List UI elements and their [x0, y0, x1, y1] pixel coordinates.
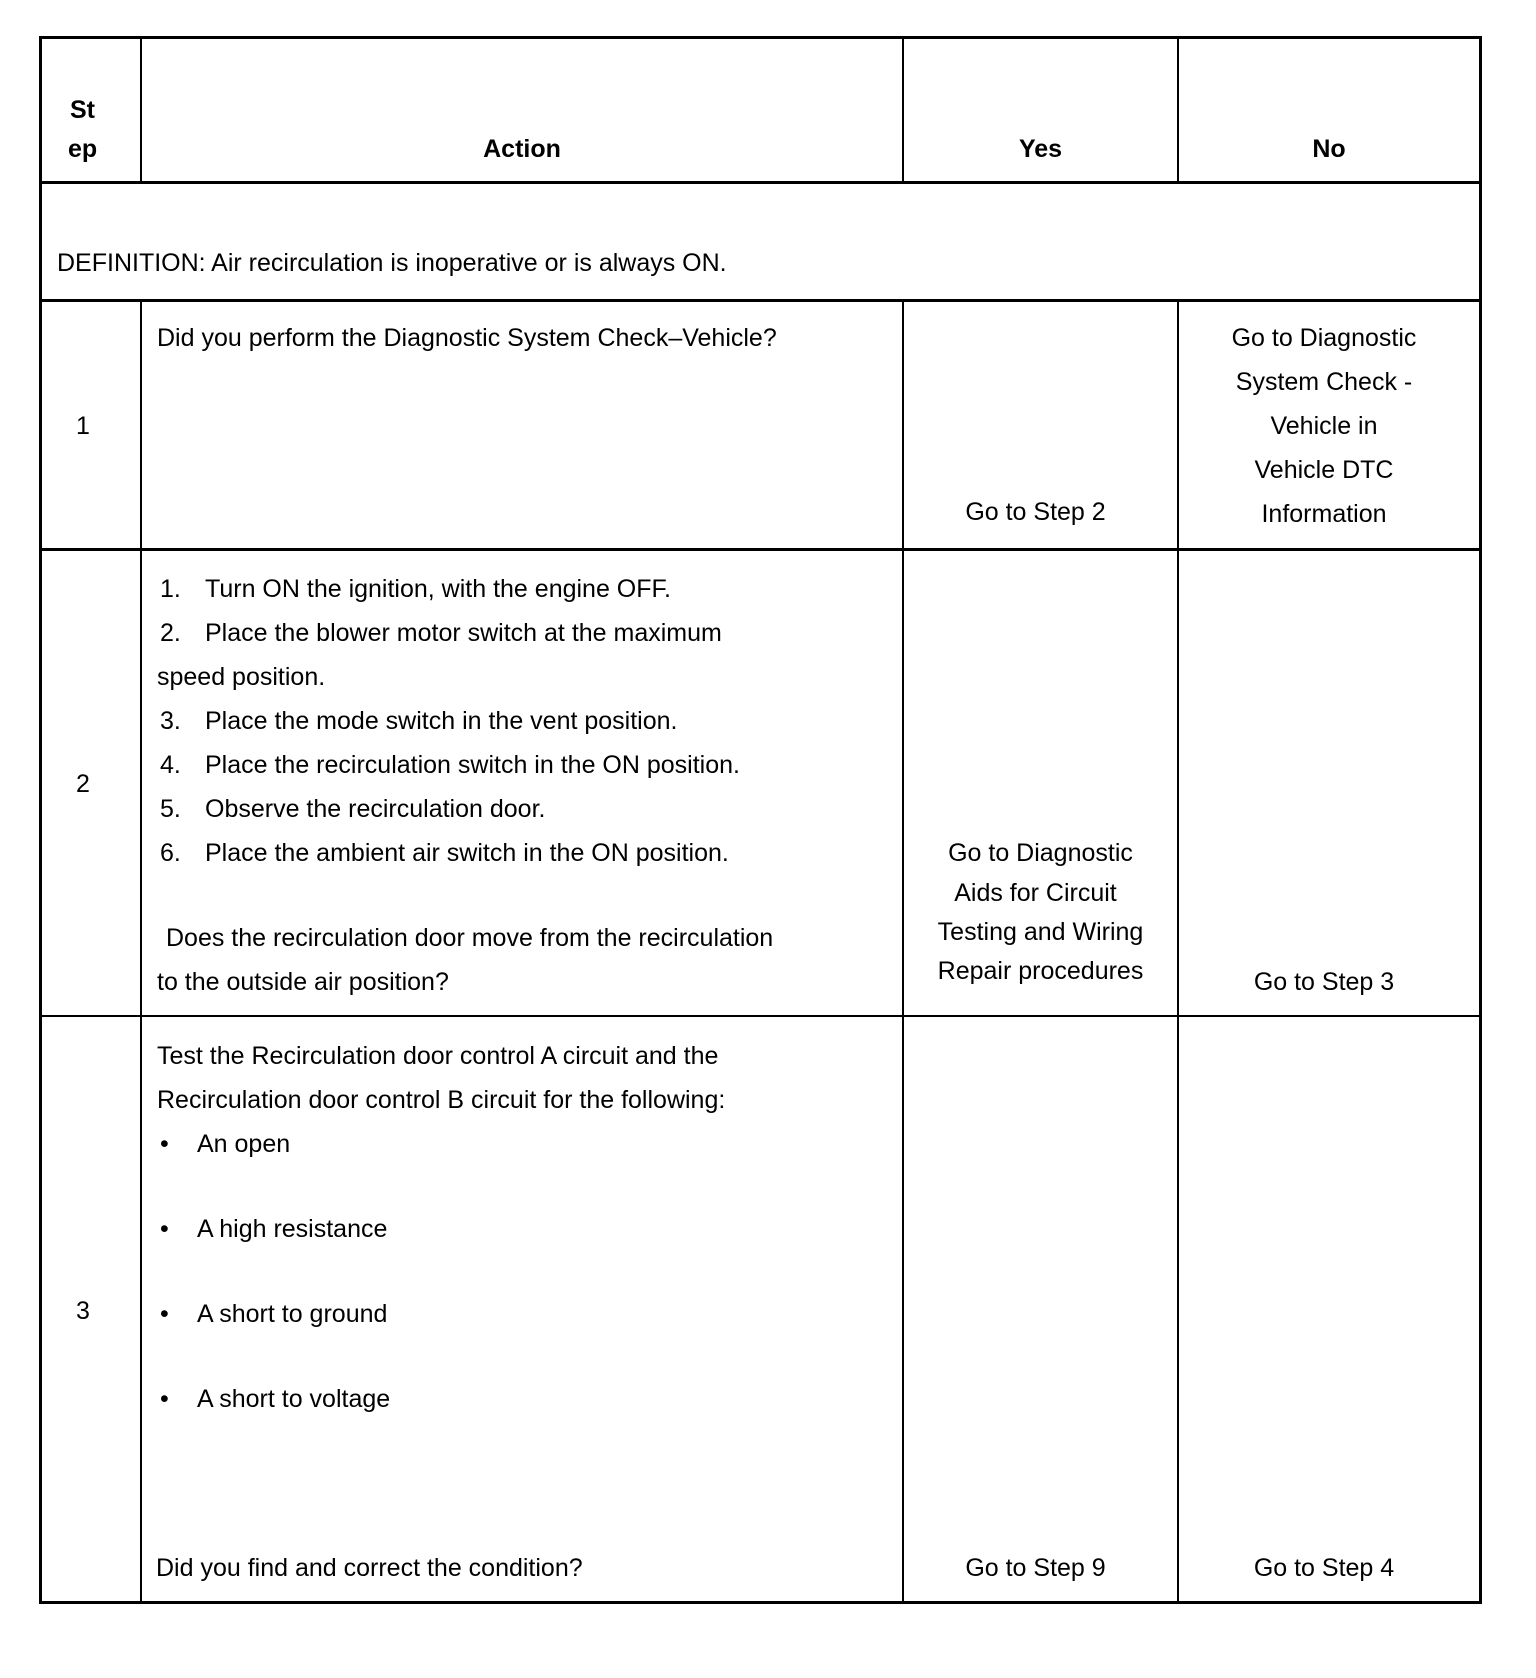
- row3-bullet3: A short to ground: [197, 1300, 388, 1328]
- row2-question-line2: to the outside air position?: [157, 968, 449, 996]
- row1-no-line3: Vehicle in: [1270, 412, 1378, 440]
- row2-item2-text: Place the blower motor switch at the maximum: [205, 619, 722, 647]
- header-no: No: [1312, 135, 1346, 163]
- row3-no: Go to Step 4: [1253, 1554, 1395, 1582]
- header-divider: [39, 181, 1482, 184]
- bullet-dot: •: [160, 1215, 169, 1243]
- row2-item2-continuation: speed position.: [157, 663, 326, 691]
- table-border-bottom: [39, 1601, 1482, 1604]
- row3-yes: Go to Step 9: [965, 1554, 1106, 1582]
- bullet-dot: •: [160, 1300, 169, 1328]
- header-step-line2: ep: [68, 135, 98, 163]
- row2-item4-number: 4.: [160, 751, 181, 779]
- row1-no-line1: Go to Diagnostic: [1231, 324, 1417, 352]
- bullet-dot: •: [160, 1385, 169, 1413]
- row2-yes-line2: Aids for Circuit: [954, 879, 1117, 907]
- row2-item3-text: Place the mode switch in the vent position.: [205, 707, 678, 735]
- row1-no-line2: System Check -: [1235, 368, 1413, 396]
- row3-step: 3: [76, 1297, 90, 1325]
- col-divider-yes: [1177, 299, 1179, 1604]
- definition-divider: [39, 299, 1482, 302]
- row2-item1-text: Turn ON the ignition, with the engine OFF.: [205, 575, 671, 603]
- table-border-left: [39, 36, 42, 1604]
- row1-action-question: Did you perform the Diagnostic System Check–Vehicle?: [157, 324, 777, 352]
- row2-step: 2: [76, 770, 90, 798]
- row1-step: 1: [76, 412, 90, 440]
- row3-intro-line2: Recirculation door control B circuit for the following:: [157, 1086, 726, 1114]
- row1-yes: Go to Step 2: [965, 498, 1106, 526]
- definition-text: DEFINITION: Air recirculation is inoperative or is always ON.: [57, 249, 727, 277]
- row2-yes-line1: Go to Diagnostic: [948, 839, 1133, 867]
- header-action: Action: [483, 135, 561, 163]
- row2-item5-text: Observe the recirculation door.: [205, 795, 546, 823]
- row3-bullet1: An open: [197, 1130, 291, 1158]
- row2-no: Go to Step 3: [1253, 968, 1395, 996]
- row2-item5-number: 5.: [160, 795, 181, 823]
- col-divider-action: [902, 299, 904, 1604]
- row2-question-line1: Does the recirculation door move from the recirculation: [166, 924, 774, 952]
- row2-item6-number: 6.: [160, 839, 181, 867]
- row2-yes-line3: Testing and Wiring: [937, 918, 1144, 946]
- row3-intro-line1: Test the Recirculation door control A circuit and the: [157, 1042, 719, 1070]
- row3-question: Did you find and correct the condition?: [156, 1554, 583, 1582]
- row2-item2-number: 2.: [160, 619, 181, 647]
- row2-yes-line4: Repair procedures: [937, 957, 1144, 985]
- col-divider-step: [140, 299, 142, 1604]
- row2-divider: [39, 1015, 1482, 1017]
- row1-no-line4: Vehicle DTC: [1254, 456, 1394, 484]
- row2-item6-text: Place the ambient air switch in the ON position.: [205, 839, 729, 867]
- table-border-top: [39, 36, 1482, 39]
- row2-item1-number: 1.: [160, 575, 181, 603]
- row3-bullet2: A high resistance: [197, 1215, 388, 1243]
- row2-item3-number: 3.: [160, 707, 181, 735]
- row1-no-line5: Information: [1261, 500, 1387, 528]
- row1-divider: [39, 548, 1482, 551]
- bullet-dot: •: [160, 1130, 169, 1158]
- row2-item4-text: Place the recirculation switch in the ON position.: [205, 751, 740, 779]
- header-yes: Yes: [1018, 135, 1063, 163]
- table-border-right: [1479, 36, 1482, 1604]
- header-step-line1: St: [70, 96, 95, 124]
- row3-bullet4: A short to voltage: [197, 1385, 391, 1413]
